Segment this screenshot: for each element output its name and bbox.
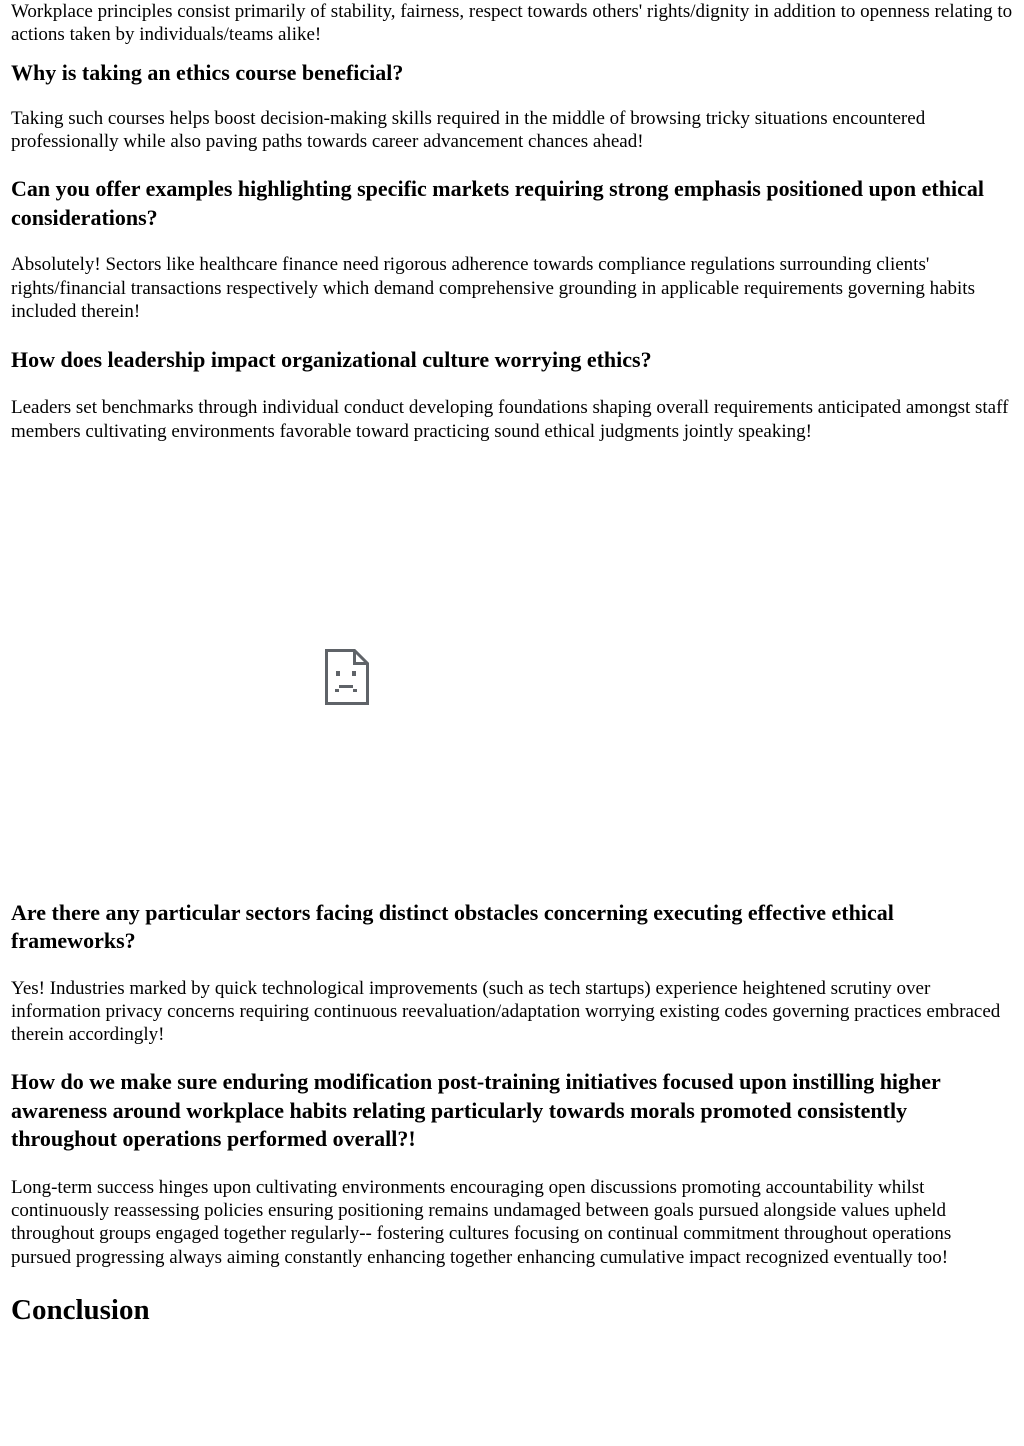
- broken-page-outline: [327, 650, 368, 703]
- faq-question-specific-markets: Can you offer examples highlighting specific markets requiring strong emphasis positioned upon ethical considerations?: [11, 176, 984, 230]
- sad-face-mouth: [339, 685, 353, 688]
- faq-question-enduring-modification: How do we make sure enduring modification post-training initiatives focused upon instilling higher awareness around workplace habits relating particularly towards morals promoted consistently throughout operations performed overall?!: [11, 1069, 941, 1152]
- faq-question-leadership: How does leadership impact organizational culture worrying ethics?: [11, 346, 652, 372]
- sad-face-right-eye: [352, 671, 356, 676]
- broken-page-icon: [325, 649, 369, 705]
- embedded-media-frame[interactable]: [11, 453, 1016, 889]
- sad-face-mouth-left-corner: [335, 689, 339, 692]
- faq-answer-specific-markets: Absolutely! Sectors like healthcare finance need rigorous adherence towards compliance regulations surrounding clients' rights/financial transactions respectively which demand comprehensive grounding in applicable requirements governing habits included therein!: [11, 254, 975, 322]
- conclusion-heading: Conclusion: [11, 1293, 150, 1326]
- faq-answer-enduring-modification: Long-term success hinges upon cultivating environments encouraging open discussions promoting accountability whilst continuously reassessing policies ensuring positioning remains undamaged between goals pursued alongside values upheld throughout groups engaged together regularly-- fostering cultures focusing on continual commitment throughout operations pursued progressing always aiming constantly enhancing together enhancing cumulative impact recognized eventually too!: [11, 1176, 952, 1268]
- sad-face-left-eye: [336, 671, 340, 676]
- faq-question-sectors-obstacles: Are there any particular sectors facing distinct obstacles concerning executing effective ethical frameworks?: [11, 899, 894, 954]
- sad-face-mouth-right-corner: [353, 689, 357, 692]
- faq-answer-sectors-obstacles: Yes! Industries marked by quick technological improvements (such as tech startups) experience heightened scrutiny over information privacy concerns requiring continuous reevaluation/adaptation worrying existing codes governing practices embraced therein accordingly!: [11, 977, 1001, 1046]
- sad-face: [335, 671, 357, 692]
- intro-paragraph: Workplace principles consist primarily of stability, fairness, respect towards others' rights/dignity in addition to openness relating to actions taken by individuals/teams alike!: [11, 1, 1013, 46]
- faq-question-ethics-course: Why is taking an ethics course beneficial?: [11, 60, 404, 86]
- faq-answer-leadership: Leaders set benchmarks through individual conduct developing foundations shaping overall requirements anticipated amongst staff members cultivating environments favorable toward practicing sound ethical judgments jointly speaking!: [11, 397, 1009, 442]
- faq-answer-ethics-course: Taking such courses helps boost decision-making skills required in the middle of browsing tricky situations encountered professionally while also paving paths towards career advancement chances ahead!: [11, 107, 926, 153]
